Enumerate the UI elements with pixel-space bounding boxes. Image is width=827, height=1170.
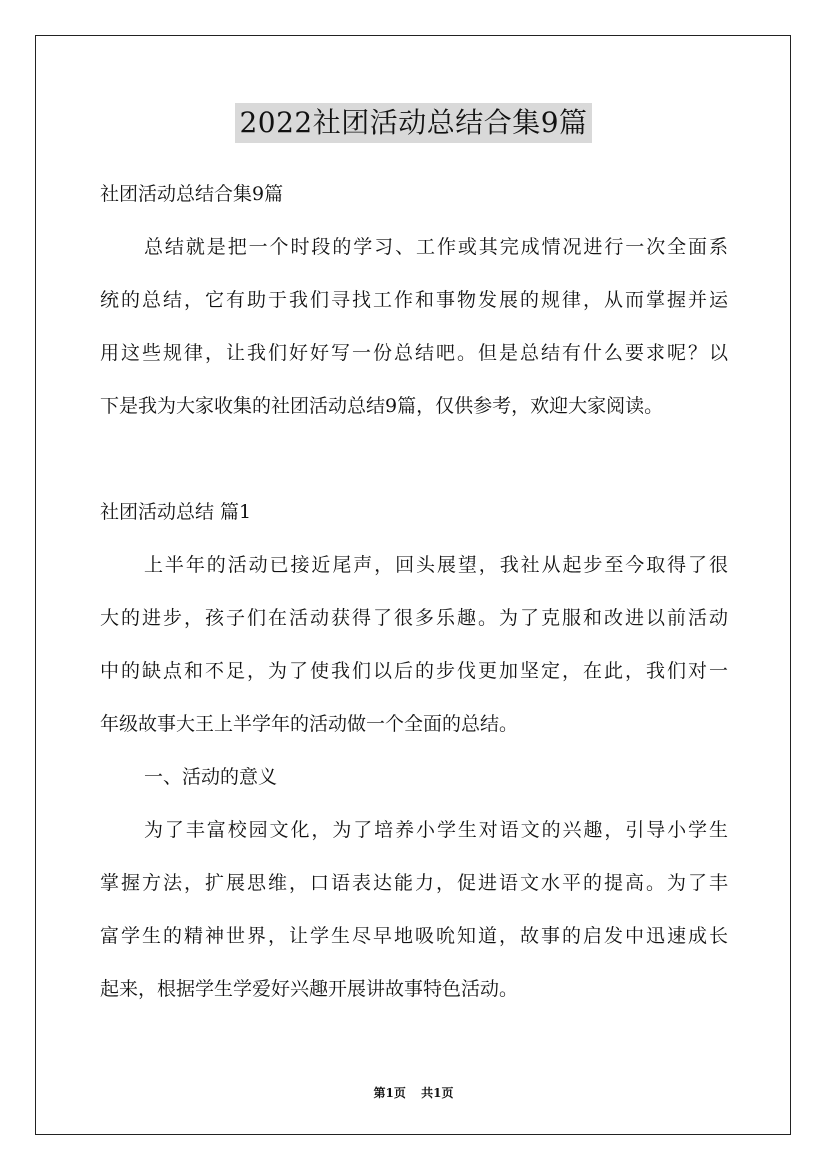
intro-line: 统的总结，它有助于我们寻找工作和事物发展的规律，从而掌握并运 [100, 289, 728, 311]
subheading: 一、活动的意义 [144, 766, 278, 788]
section-heading: 社团活动总结 篇1 [100, 501, 252, 523]
subtitle: 社团活动总结合集9篇 [100, 183, 284, 205]
section1-p1-line: 年级故事大王上半学年的活动做一个全面的总结。 [100, 713, 519, 735]
intro-line: 总结就是把一个时段的学习、工作或其完成情况进行一次全面系 [144, 236, 728, 258]
page-footer [0, 1085, 827, 1101]
document-title: 2022社团活动总结合集9篇 [235, 103, 591, 143]
section1-p2-line: 起来，根据学生学爱好兴趣开展讲故事特色活动。 [100, 978, 519, 1000]
section1-p1-line: 中的缺点和不足，为了使我们以后的步伐更加坚定，在此，我们对一 [100, 660, 728, 682]
intro-line: 下是我为大家收集的社团活动总结9篇，仅供参考，欢迎大家阅读。 [100, 395, 664, 417]
title-container [0, 103, 827, 143]
document-body [100, 178, 728, 1005]
page-number: 第1页 [373, 1086, 406, 1100]
total-pages: 共1页 [421, 1086, 454, 1100]
section1-p2-line: 为了丰富校园文化，为了培养小学生对语文的兴趣，引导小学生 [144, 819, 728, 841]
section1-p1-line: 上半年的活动已接近尾声，回头展望，我社从起步至今取得了很 [144, 554, 728, 576]
section1-p2-line: 富学生的精神世界，让学生尽早地吸吮知道，故事的启发中迅速成长 [100, 925, 728, 947]
section1-p1-line: 大的进步，孩子们在活动获得了很多乐趣。为了克服和改进以前活动 [100, 607, 728, 629]
intro-line: 用这些规律，让我们好好写一份总结吧。但是总结有什么要求呢？以 [100, 342, 728, 364]
footer-spacer [410, 1086, 418, 1100]
section1-p2-line: 掌握方法，扩展思维，口语表达能力，促进语文水平的提高。为了丰 [100, 872, 728, 894]
